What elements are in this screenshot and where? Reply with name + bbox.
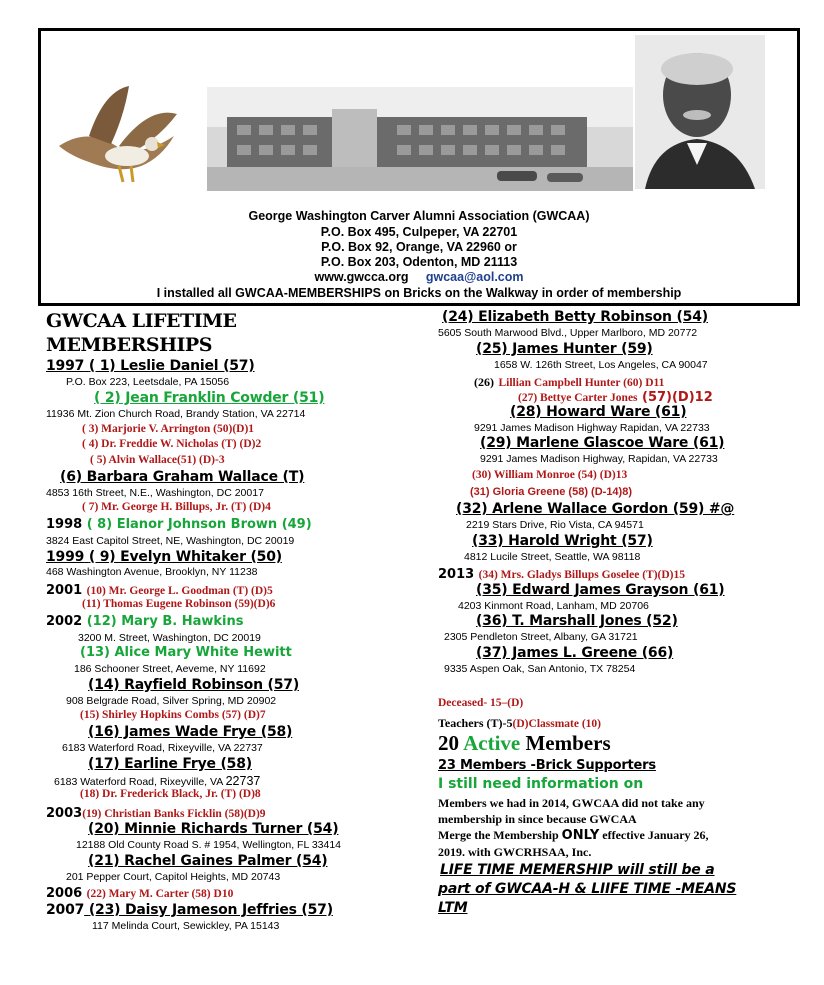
- member-30: (30) William Monroe (54) (D)13: [472, 469, 628, 481]
- member-2: ( 2) Jean Franklin Cowder (51): [94, 390, 325, 406]
- member-29-address: 9291 James Madison Highway, Rapidan, VA 22733: [480, 453, 718, 465]
- member-8-address: 3824 East Capitol Street, NE, Washington, DC 20019: [46, 535, 295, 547]
- member-17-address: 6183 Waterford Road, Rixeyville, VA 22737: [54, 774, 261, 788]
- member-12: 2002 (12) Mary B. Hawkins: [46, 614, 244, 629]
- member-1: 1997 ( 1) Leslie Daniel (57): [46, 358, 255, 374]
- member-29: (29) Marlene Glascoe Ware (61): [480, 435, 725, 451]
- info-paragraph-1: Members we had in 2014, GWCAA did not take any: [438, 796, 705, 810]
- member-36-address: 2305 Pendleton Street, Albany, GA 31721: [444, 631, 638, 643]
- portrait-photo: [635, 35, 765, 189]
- member-4: ( 4) Dr. Freddie W. Nicholas (T) (D)2: [82, 438, 262, 450]
- member-1-address: P.O. Box 223, Leetsdale, PA 15056: [66, 376, 230, 388]
- member-20: (20) Minnie Richards Turner (54): [88, 821, 339, 837]
- info-paragraph-4: 2019. with GWCRHSAA, Inc.: [438, 845, 592, 859]
- member-21: (21) Rachel Gaines Palmer (54): [88, 853, 328, 869]
- member-36: (36) T. Marshall Jones (52): [476, 613, 678, 629]
- member-17: (17) Earline Frye (58): [88, 756, 252, 772]
- member-34: 2013 (34) Mrs. Gladys Billups Goselee (T)(D)15: [438, 567, 685, 582]
- info-paragraph-3: Merge the Membership ONLY effective January 26,: [438, 828, 709, 843]
- member-13: (13) Alice Mary White Hewitt: [80, 645, 292, 660]
- member-23-address: 117 Melinda Court, Sewickley, PA 15143: [92, 920, 280, 932]
- member-31: (31) Gloria Greene (58) (D-14)8): [470, 486, 632, 498]
- member-6: (6) Barbara Graham Wallace (T): [60, 469, 305, 485]
- member-6-address: 4853 16th Street, N.E., Washington, DC 20017: [46, 487, 264, 499]
- member-28: (28) Howard Ware (61): [510, 404, 687, 420]
- hawk-image: [49, 86, 184, 186]
- member-14-address: 908 Belgrade Road, Silver Spring, MD 20902: [66, 695, 277, 707]
- page-title-line1: GWCAA LIFETIME: [46, 310, 237, 332]
- need-info: I still need information on: [438, 776, 644, 792]
- member-18: (18) Dr. Frederick Black, Jr. (T) (D)8: [80, 788, 261, 800]
- school-building-photo: [207, 87, 633, 191]
- po-box-2: P.O. Box 92, Orange, VA 22960 or: [321, 240, 517, 254]
- website-link[interactable]: www.gwcca.org: [314, 270, 409, 284]
- deceased-count: Deceased- 15–(D): [438, 697, 524, 709]
- brick-supporters: 23 Members -Brick Supporters: [438, 758, 656, 773]
- contact-line: [41, 270, 797, 284]
- member-32: (32) Arlene Wallace Gordon (59) #@: [456, 501, 735, 517]
- member-2-address: 11936 Mt. Zion Church Road, Brandy Station, VA 22714: [46, 408, 306, 420]
- ltm-line-2: part of GWCAA-H & LIIFE TIME -MEANS: [438, 881, 737, 897]
- active-members: 20 Active Members: [438, 731, 611, 755]
- member-37-address: 9335 Aspen Oak, San Antonio, TX 78254: [444, 663, 636, 675]
- member-15: (15) Shirley Hopkins Combs (57) (D)7: [80, 709, 266, 721]
- member-28-address: 9291 James Madison Highway Rapidan, VA 22733: [474, 422, 710, 434]
- page-title-line2: MEMBERSHIPS: [46, 334, 212, 356]
- info-paragraph-2: membership in since because GWCAA: [438, 812, 637, 826]
- member-7: ( 7) Mr. George H. Billups, Jr. (T) (D)4: [82, 501, 271, 513]
- member-25: (25) James Hunter (59): [476, 341, 653, 357]
- member-11: (11) Thomas Eugene Robinson (59)(D)6: [82, 598, 276, 610]
- member-32-address: 2219 Stars Drive, Rio Vista, CA 94571: [466, 519, 644, 531]
- ltm-line-3: LTM: [438, 900, 468, 916]
- member-37: (37) James L. Greene (66): [476, 645, 674, 661]
- member-16-address: 6183 Waterford Road, Rixeyville, VA 22737: [62, 742, 263, 754]
- email-link[interactable]: gwcaa@aol.com: [425, 270, 524, 284]
- ltm-line-1: LIFE TIME MEMERSHIP will still be a: [440, 862, 715, 878]
- member-19: 2003(19) Christian Banks Ficklin (58)(D)9: [46, 806, 266, 821]
- member-9: 1999 ( 9) Evelyn Whitaker (50): [46, 549, 282, 565]
- member-16: (16) James Wade Frye (58): [88, 724, 293, 740]
- member-35-address: 4203 Kinmont Road, Lanham, MD 20706: [458, 600, 649, 612]
- member-8: 1998 ( 8) Elanor Johnson Brown (49): [46, 517, 312, 532]
- org-name: George Washington Carver Alumni Association (GWCAA): [248, 209, 590, 223]
- member-35: (35) Edward James Grayson (61): [476, 582, 725, 598]
- member-20-address: 12188 Old County Road S. # 1954, Wellington, FL 33414: [76, 839, 342, 851]
- member-22: 2006 (22) Mary M. Carter (58) D10: [46, 886, 234, 901]
- po-box-1: P.O. Box 495, Culpeper, VA 22701: [320, 225, 518, 239]
- walkway-note: I installed all GWCAA-MEMBERSHIPS on Bricks on the Walkway in order of membership: [156, 286, 682, 300]
- member-9-address: 468 Washington Avenue, Brooklyn, NY 11238: [46, 566, 258, 578]
- member-12-address: 3200 M. Street, Washington, DC 20019: [78, 632, 261, 644]
- member-25-address: 1658 W. 126th Street, Los Angeles, CA 90047: [494, 359, 708, 371]
- letterhead: [38, 28, 800, 306]
- member-24-address: 5605 South Marwood Blvd., Upper Marlboro, MD 20772: [438, 327, 698, 339]
- teachers-count: Teachers (T)-5(D)Classmate (10): [438, 716, 602, 730]
- member-27: (27) Bettye Carter Jones (57)(D)12: [518, 390, 713, 405]
- po-box-3: P.O. Box 203, Odenton, MD 21113: [320, 255, 518, 269]
- member-3: ( 3) Marjorie V. Arrington (50)(D)1: [82, 423, 255, 435]
- member-14: (14) Rayfield Robinson (57): [88, 677, 300, 693]
- member-24: (24) Elizabeth Betty Robinson (54): [442, 309, 708, 325]
- member-10: 2001 (10) Mr. George L. Goodman (T) (D)5: [46, 583, 273, 598]
- member-5: ( 5) Alvin Wallace(51) (D)-3: [90, 454, 225, 466]
- member-21-address: 201 Pepper Court, Capitol Heights, MD 20743: [66, 871, 281, 883]
- member-23: 2007 (23) Daisy Jameson Jeffries (57): [46, 902, 333, 918]
- member-26: (26) Lillian Campbell Hunter (60) D11: [474, 375, 665, 389]
- member-13-address: 186 Schooner Street, Aeveme, NY 11692: [74, 663, 266, 675]
- member-33-address: 4812 Lucile Street, Seattle, WA 98118: [464, 551, 641, 563]
- member-33: (33) Harold Wright (57): [472, 533, 653, 549]
